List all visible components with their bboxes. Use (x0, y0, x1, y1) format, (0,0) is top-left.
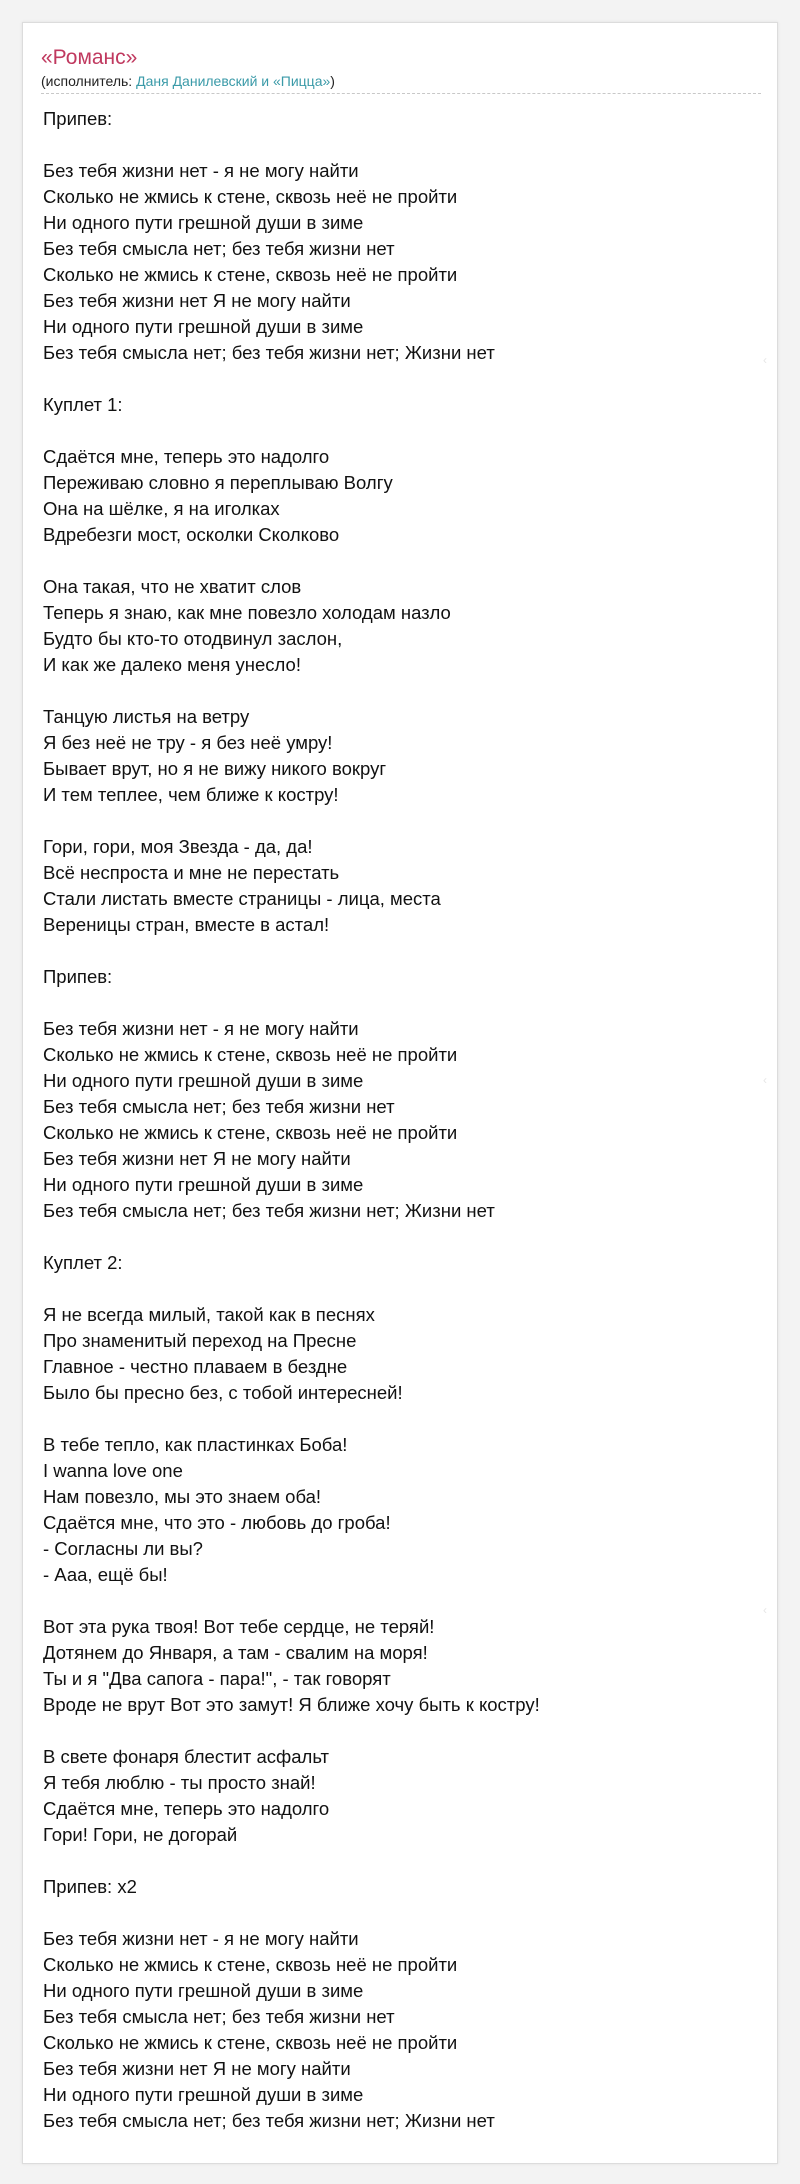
side-quote-icon: ‹ (763, 1603, 767, 1617)
lyrics-card (22, 22, 778, 2164)
artist-prefix: (исполнитель: (41, 73, 137, 89)
artist-line (41, 72, 761, 94)
side-quote-icon: ‹ (763, 353, 767, 367)
song-header (41, 45, 761, 94)
lyrics-text: Припев: Без тебя жизни нет - я не могу найти Сколько не жмись к стене, сквозь неё не пройти Ни одного пути грешной души в зиме Без тебя смысла нет; без тебя жизни нет Сколько не жмись к стене, сквозь неё не пройти Без тебя жизни нет Я не могу найти Ни одного пути грешной души в зиме Без тебя смысла нет; без тебя жизни нет; Жизни нет Куплет 1: Сдаётся мне, теперь это надолго Переживаю словно я переплываю Волгу Она на шёлке, я на иголках Вдребезги мост, осколки Сколково Она такая, что не хватит слов Теперь я знаю, как мне повезло холодам назло Будто бы кто-то отодвинул заслон, И как же далеко меня унесло! Танцую листья на ветру Я без неё не тру - я без неё умру! Бывает врут, но я не вижу никого вокруг И тем теплее, чем ближе к костру! Гори, гори, моя Звезда - да, да! Всё неспроста и мне не перестать Стали листать вместе страницы - лица, места Вереницы стран, вместе в астал! Припев: Без тебя жизни нет - я не могу найти Сколько не жмись к стене, сквозь неё не пройти Ни одного пути грешной души в зиме Без тебя смысла нет; без тебя жизни нет Сколько не жмись к стене, сквозь неё не пройти Без тебя жизни нет Я не могу найти Ни одного пути грешной души в зиме Без тебя смысла нет; без тебя жизни нет; Жизни нет Куплет 2: Я не всегда милый, такой как в песнях Про знаменитый переход на Пресне Главное - честно плаваем в бездне Было бы пресно без, с тобой интересней! В тебе тепло, как пластинках Боба! I wanna love one Нам повезло, мы это знаем оба! Сдаётся мне, что это - любовь до гроба! - Согласны ли вы? - Ааа, ещё бы! Вот эта рука твоя! Вот тебе сердце, не теряй! Дотянем до Января, а там - свалим на моря! Ты и я "Два сапога - пара!", - так говорят Вроде не врут Вот это замут! Я ближе хочу быть к костру! В свете фонаря блестит асфальт Я тебя люблю - ты просто знай! Сдаётся мне, теперь это надолго Гори! Гори, не догорай Припев: x2 Без тебя жизни нет - я не могу найти Сколько не жмись к стене, сквозь неё не пройти Ни одного пути грешной души в зиме Без тебя смысла нет; без тебя жизни нет Сколько не жмись к стене, сквозь неё не пройти Без тебя жизни нет Я не могу найти Ни одного пути грешной души в зиме Без тебя смысла нет; без тебя жизни нет; Жизни нет (43, 108, 540, 2131)
artist-suffix: ) (330, 73, 335, 89)
artist-link[interactable]: Даня Данилевский и «Пицца» (136, 73, 331, 89)
song-title: «Романс» (41, 46, 138, 69)
side-quote-icon: ‹ (763, 1073, 767, 1087)
